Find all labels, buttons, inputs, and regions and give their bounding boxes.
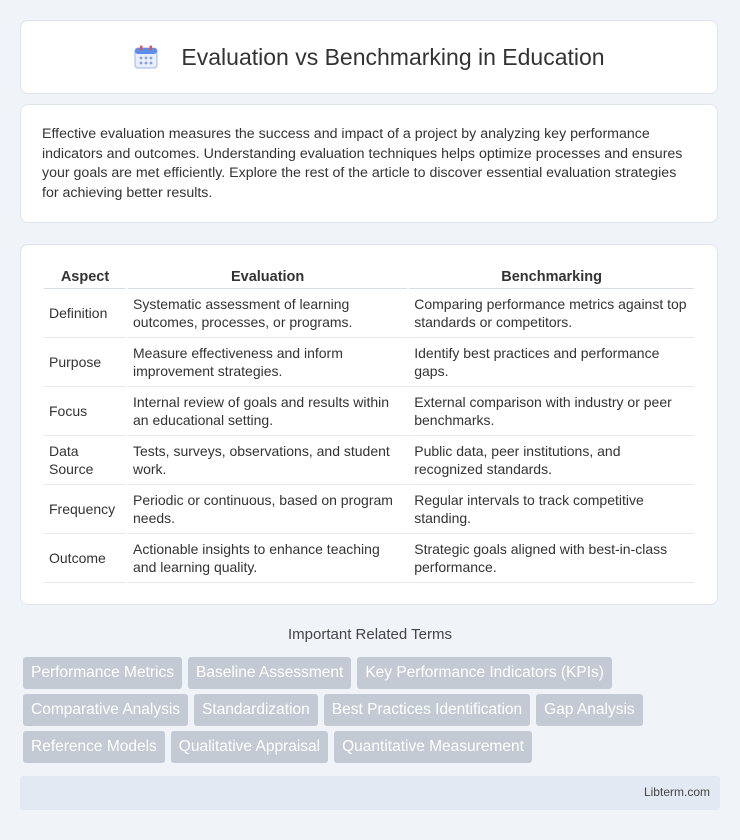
benchmarking-cell: Comparing performance metrics against top standards or competitors. bbox=[409, 289, 694, 338]
header-evaluation: Evaluation bbox=[128, 265, 407, 289]
aspect-cell: Purpose bbox=[44, 338, 126, 387]
evaluation-cell: Actionable insights to enhance teaching and learning quality. bbox=[128, 534, 407, 583]
related-terms-list bbox=[23, 657, 723, 768]
page-title: Evaluation vs Benchmarking in Education bbox=[181, 43, 605, 70]
table-row bbox=[44, 534, 694, 583]
related-terms-heading: Important Related Terms bbox=[288, 626, 452, 643]
aspect-cell: Focus bbox=[44, 387, 126, 436]
table-row bbox=[44, 289, 694, 338]
table-row bbox=[44, 485, 694, 534]
comparison-table bbox=[42, 265, 696, 583]
benchmarking-cell: Regular intervals to track competitive standing. bbox=[409, 485, 694, 534]
evaluation-cell: Periodic or continuous, based on program needs. bbox=[128, 485, 407, 534]
tag-standardization[interactable]: Standardization bbox=[194, 694, 318, 726]
tag-baseline-assessment[interactable]: Baseline Assessment bbox=[188, 657, 351, 689]
evaluation-cell: Systematic assessment of learning outcomes, processes, or programs. bbox=[128, 289, 407, 338]
tag-qualitative-appraisal[interactable]: Qualitative Appraisal bbox=[171, 731, 328, 763]
tag-quantitative-measurement[interactable]: Quantitative Measurement bbox=[334, 731, 532, 763]
aspect-cell: Frequency bbox=[44, 485, 126, 534]
benchmarking-cell: External comparison with industry or peer benchmarks. bbox=[409, 387, 694, 436]
tag-best-practices-identification[interactable]: Best Practices Identification bbox=[324, 694, 530, 726]
header-aspect: Aspect bbox=[44, 265, 126, 289]
header-benchmarking: Benchmarking bbox=[409, 265, 694, 289]
title-card bbox=[20, 20, 718, 94]
tag-gap-analysis[interactable]: Gap Analysis bbox=[536, 694, 642, 726]
comparison-table-card bbox=[20, 244, 718, 605]
tag-comparative-analysis[interactable]: Comparative Analysis bbox=[23, 694, 188, 726]
footer-site-link[interactable]: Libterm.com bbox=[643, 785, 710, 799]
evaluation-cell: Measure effectiveness and inform improvement strategies. bbox=[128, 338, 407, 387]
benchmarking-cell: Public data, peer institutions, and recognized standards. bbox=[409, 436, 694, 485]
tag-reference-models[interactable]: Reference Models bbox=[23, 731, 165, 763]
benchmarking-cell: Identify best practices and performance gaps. bbox=[409, 338, 694, 387]
footer bbox=[20, 776, 720, 810]
aspect-cell: Data Source bbox=[44, 436, 126, 485]
tag-row bbox=[23, 657, 723, 689]
table-row bbox=[44, 338, 694, 387]
table-row bbox=[44, 436, 694, 485]
evaluation-cell: Internal review of goals and results within an educational setting. bbox=[128, 387, 407, 436]
aspect-cell: Definition bbox=[44, 289, 126, 338]
intro-text: Effective evaluation measures the success and impact of a project by analyzing key performance indicators and outcomes. Understanding evaluation techniques helps optimize processes and ensures your goals are met efficiently. Explore the rest of the article to discover essential evaluation strategies for achieving better results. bbox=[42, 126, 683, 201]
calendar-icon bbox=[133, 44, 159, 70]
aspect-cell: Outcome bbox=[44, 534, 126, 583]
tag-row bbox=[23, 731, 723, 763]
tag-performance-metrics[interactable]: Performance Metrics bbox=[23, 657, 182, 689]
table-row bbox=[44, 387, 694, 436]
benchmarking-cell: Strategic goals aligned with best-in-class performance. bbox=[409, 534, 694, 583]
tag-kpis[interactable]: Key Performance Indicators (KPIs) bbox=[357, 657, 612, 689]
evaluation-cell: Tests, surveys, observations, and student work. bbox=[128, 436, 407, 485]
tag-row bbox=[23, 694, 723, 726]
table-header-row bbox=[44, 265, 694, 289]
intro-card bbox=[20, 104, 718, 223]
